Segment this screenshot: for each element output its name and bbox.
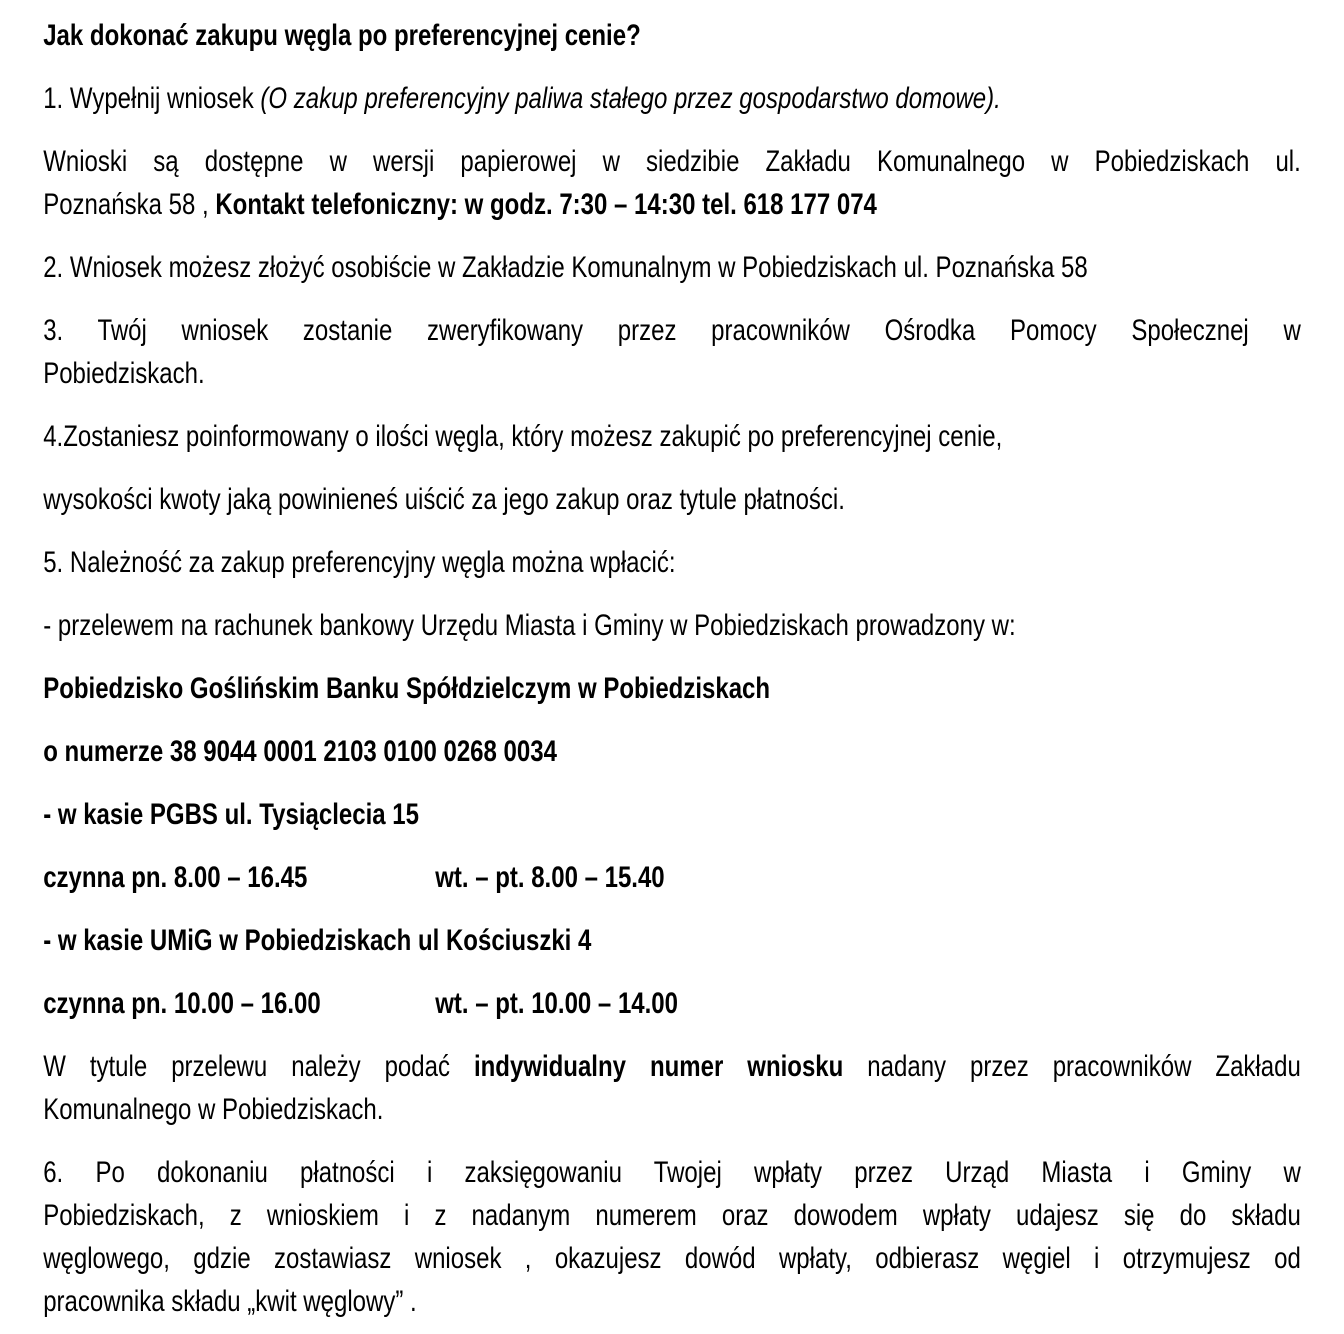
payment-transfer-option: - przelewem na rachunek bankowy Urzędu Miasta i Gminy w Pobiedziskach prowadzony w: [43,609,1016,642]
step-1-form-name: (O zakup preferencyjny paliwa stałego przez gospodarstwo domowe). [260,82,1001,115]
step-4: 4.Zostaniesz poinformowany o ilości węgla, który możesz zakupić po preferencyjnej cenie, [43,420,1003,453]
bank-name: Pobiedzisko Goślińskim Banku Spółdzielczym w Pobiedziskach [43,672,771,705]
office-address-text: Poznańska 58 , [43,188,216,221]
step-5: 5. Należność za zakup preferencyjny węgla można wpłacić: [43,546,676,579]
step-6-line-4: pracownika składu „kwit węglowy” . [43,1285,417,1318]
step-1 [43,77,1301,120]
transfer-title-text-tail: nadany przez pracowników Zakładu [843,1050,1301,1083]
step-4-continued: wysokości kwoty jaką powinieneś uiścić za jego zakup oraz tytule płatności. [43,483,845,516]
cashdesk-pgbs: - w kasie PGBS ul. Tysiąclecia 15 [43,798,419,831]
cashdesk-umig: - w kasie UMiG w Pobiedziskach ul Kościuszki 4 [43,924,592,957]
step-2: 2. Wniosek możesz złożyć osobiście w Zakładzie Komunalnym w Pobiedziskach ul. Poznańska 58 [43,251,1088,284]
umig-hours [43,982,1301,1025]
transfer-title-note [43,1045,1301,1131]
pgbs-hours-tue-fri: wt. – pt. 8.00 – 15.40 [435,861,665,894]
availability-paragraph [43,140,1301,226]
step-6 [43,1151,1301,1323]
step-3-line-1: 3. Twój wniosek zostanie zweryfikowany przez pracowników Ośrodka Pomocy Społecznej w [43,314,1301,347]
transfer-title-text-lead: W tytule przelewu należy podać [43,1050,474,1083]
availability-line-1: Wnioski są dostępne w wersji papierowej w siedzibie Zakładu Komunalnego w Pobiedziskach ul. [43,145,1301,178]
document-title: Jak dokonać zakupu węgla po preferencyjnej cenie? [43,19,641,52]
application-number-text: indywidualny numer wniosku [473,1050,844,1083]
step-6-line-1: 6. Po dokonaniu płatności i zaksięgowaniu Twojej wpłaty przez Urząd Miasta i Gminy w [43,1156,1301,1189]
step-3 [43,309,1301,395]
step-6-line-3: węglowego, gdzie zostawiasz wniosek , okazujesz dowód wpłaty, odbierasz węgiel i otrzymujesz od [43,1242,1301,1275]
umig-hours-monday: czynna pn. 10.00 – 16.00 [43,987,321,1020]
step-3-line-2: Pobiedziskach. [43,357,205,390]
step-1-text: 1. Wypełnij wniosek [43,82,261,115]
umig-hours-tue-fri: wt. – pt. 10.00 – 14.00 [435,987,679,1020]
pgbs-hours-monday: czynna pn. 8.00 – 16.45 [43,861,308,894]
contact-phone-text: Kontakt telefoniczny: w godz. 7:30 – 14:30 tel. 618 177 074 [215,188,877,221]
availability-line-2 [43,183,1301,226]
transfer-title-line-2: Komunalnego w Pobiedziskach. [43,1093,384,1126]
account-number: o numerze 38 9044 0001 2103 0100 0268 0034 [43,735,557,768]
transfer-title-line-1 [43,1045,1301,1088]
step-6-line-2: Pobiedziskach, z wnioskiem i z nadanym numerem oraz dowodem wpłaty udajesz się do składu [43,1199,1301,1232]
pgbs-hours [43,856,1301,899]
